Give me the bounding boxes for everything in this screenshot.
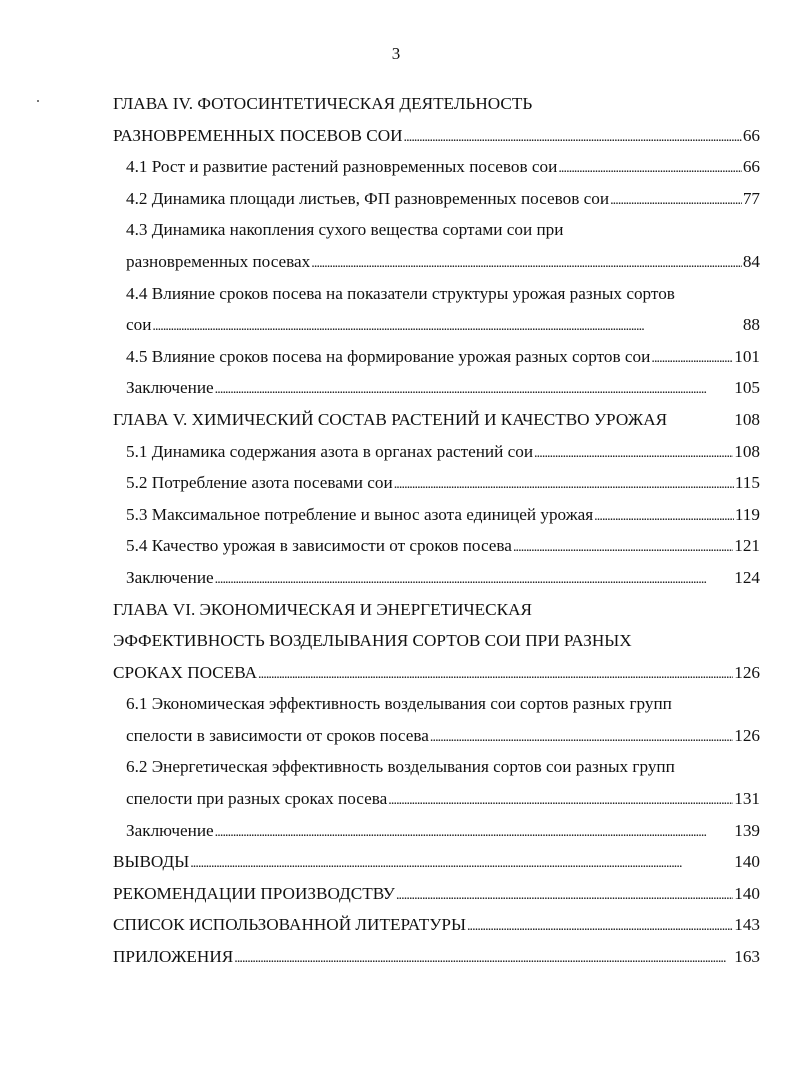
toc-section-entry[interactable] xyxy=(113,467,760,499)
toc-entry-page: 139 xyxy=(734,820,760,840)
dot-leader xyxy=(467,909,733,943)
toc-chapter-entry[interactable] xyxy=(113,404,760,436)
toc-entry-page: 108 xyxy=(734,409,760,429)
toc-chapter-entry[interactable] xyxy=(113,120,760,152)
toc-entry-page: 77 xyxy=(742,188,760,208)
toc-chapter-entry[interactable] xyxy=(113,878,760,910)
toc-entry-page: 115 xyxy=(734,473,760,493)
toc-section-entry[interactable] xyxy=(113,214,760,246)
toc-section-entry[interactable] xyxy=(113,720,760,752)
table-of-contents xyxy=(113,88,760,973)
dot-leader xyxy=(234,941,733,975)
dot-leader xyxy=(534,436,733,470)
page-number: 3 xyxy=(391,44,401,63)
toc-entry-label: ГЛАВА IV. ФОТОСИНТЕТИЧЕСКАЯ ДЕЯТЕЛЬНОСТЬ xyxy=(113,94,533,113)
toc-entry-page: 101 xyxy=(734,346,760,366)
toc-chapter-entry[interactable] xyxy=(113,941,760,973)
toc-entry-page: 66 xyxy=(742,157,760,177)
toc-entry-label: спелости при разных сроках посева xyxy=(126,789,388,809)
dot-leader xyxy=(404,120,742,154)
toc-entry-page: 119 xyxy=(734,504,760,524)
toc-entry-label: ВЫВОДЫ xyxy=(113,852,190,872)
toc-section-entry[interactable] xyxy=(113,341,760,373)
toc-section-entry[interactable] xyxy=(113,372,760,404)
toc-entry-label: 5.4 Качество урожая в зависимости от сроков посева xyxy=(126,536,512,556)
toc-section-entry[interactable] xyxy=(113,783,760,815)
dot-leader xyxy=(190,846,733,880)
toc-entry-label: РАЗНОВРЕМЕННЫХ ПОСЕВОВ СОИ xyxy=(113,125,403,145)
toc-entry-label: Заключение xyxy=(126,820,214,840)
dot-leader xyxy=(558,151,742,185)
toc-chapter-entry[interactable] xyxy=(113,594,760,626)
toc-entry-page: 105 xyxy=(734,378,760,398)
toc-section-entry[interactable] xyxy=(113,562,760,594)
toc-entry-page: 126 xyxy=(734,662,760,682)
toc-entry-label: 4.3 Динамика накопления сухого вещества сортами сои при xyxy=(126,220,564,240)
toc-entry-page: 121 xyxy=(734,536,760,556)
dot-leader xyxy=(215,815,734,849)
toc-entry-label: 6.2 Энергетическая эффективность возделывания сортов сои разных групп xyxy=(126,757,675,777)
toc-entry-page: 143 xyxy=(734,915,760,935)
toc-entry-page: 163 xyxy=(734,947,760,967)
toc-section-entry[interactable] xyxy=(113,278,760,310)
toc-section-entry[interactable] xyxy=(113,530,760,562)
toc-chapter-entry[interactable] xyxy=(113,909,760,941)
toc-entry-label: СРОКАХ ПОСЕВА xyxy=(113,662,258,682)
toc-section-entry[interactable] xyxy=(113,436,760,468)
toc-chapter-entry[interactable] xyxy=(113,846,760,878)
toc-section-entry[interactable] xyxy=(113,688,760,720)
toc-entry-page: 131 xyxy=(734,789,760,809)
toc-entry-page: 88 xyxy=(742,315,760,335)
dot-leader xyxy=(513,530,733,564)
toc-entry-label: 6.1 Экономическая эффективность возделывания сои сортов разных групп xyxy=(126,694,672,714)
toc-entry-page: 108 xyxy=(734,441,760,461)
toc-entry-label: РЕКОМЕНДАЦИИ ПРОИЗВОДСТВУ xyxy=(113,883,395,903)
dot-leader xyxy=(388,783,733,817)
toc-entry-label: СПИСОК ИСПОЛЬЗОВАННОЙ ЛИТЕРАТУРЫ xyxy=(113,915,466,935)
toc-entry-label: разновременных посевах xyxy=(126,251,311,271)
dot-leader xyxy=(311,246,742,280)
toc-entry-label: Заключение xyxy=(126,378,214,398)
toc-section-entry[interactable] xyxy=(113,183,760,215)
toc-entry-page: 124 xyxy=(734,567,760,587)
toc-entry-label: 5.1 Динамика содержания азота в органах растений сои xyxy=(126,441,534,461)
toc-entry-page: 140 xyxy=(734,852,760,872)
toc-entry-label: 4.5 Влияние сроков посева на формирование урожая разных сортов сои xyxy=(126,346,651,366)
dot-leader xyxy=(594,499,734,533)
toc-section-entry[interactable] xyxy=(113,309,760,341)
toc-chapter-entry[interactable] xyxy=(113,625,760,657)
scan-speck xyxy=(37,100,39,102)
dot-leader xyxy=(394,467,734,501)
dot-leader xyxy=(651,341,733,375)
dot-leader xyxy=(152,309,741,343)
toc-entry-label: ПРИЛОЖЕНИЯ xyxy=(113,947,234,967)
toc-entry-page: 84 xyxy=(742,251,760,271)
dot-leader xyxy=(610,183,742,217)
toc-section-entry[interactable] xyxy=(113,151,760,183)
dot-leader xyxy=(215,372,734,406)
toc-chapter-entry[interactable] xyxy=(113,88,760,120)
toc-entry-page: 140 xyxy=(734,883,760,903)
toc-chapter-entry[interactable] xyxy=(113,657,760,689)
toc-entry-label: 5.2 Потребление азота посевами сои xyxy=(126,473,393,493)
toc-section-entry[interactable] xyxy=(113,246,760,278)
toc-entry-label: ЭФФЕКТИВНОСТЬ ВОЗДЕЛЫВАНИЯ СОРТОВ СОИ ПРИ РАЗНЫХ xyxy=(113,631,632,651)
dot-leader xyxy=(215,562,734,596)
toc-entry-label: ГЛАВА V. ХИМИЧЕСКИЙ СОСТАВ РАСТЕНИЙ И КАЧЕСТВО УРОЖАЯ xyxy=(113,409,668,429)
toc-section-entry[interactable] xyxy=(113,751,760,783)
dot-leader xyxy=(258,657,733,691)
toc-entry-label: спелости в зависимости от сроков посева xyxy=(126,725,429,745)
dot-leader xyxy=(396,878,733,912)
dot-leader xyxy=(430,720,733,754)
toc-entry-label: Заключение xyxy=(126,567,214,587)
toc-section-entry[interactable] xyxy=(113,499,760,531)
toc-entry-label: 4.2 Динамика площади листьев, ФП разновременных посевов сои xyxy=(126,188,610,208)
toc-entry-label: 4.4 Влияние сроков посева на показатели структуры урожая разных сортов xyxy=(126,283,675,303)
toc-entry-label: 5.3 Максимальное потребление и вынос азота единицей урожая xyxy=(126,504,594,524)
toc-section-entry[interactable] xyxy=(113,815,760,847)
toc-entry-label: 4.1 Рост и развитие растений разновременных посевов сои xyxy=(126,157,558,177)
toc-entry-page: 66 xyxy=(742,125,760,145)
toc-entry-label: сои xyxy=(126,315,152,335)
toc-entry-label: ГЛАВА VI. ЭКОНОМИЧЕСКАЯ И ЭНЕРГЕТИЧЕСКАЯ xyxy=(113,599,532,619)
toc-entry-page: 126 xyxy=(734,725,760,745)
